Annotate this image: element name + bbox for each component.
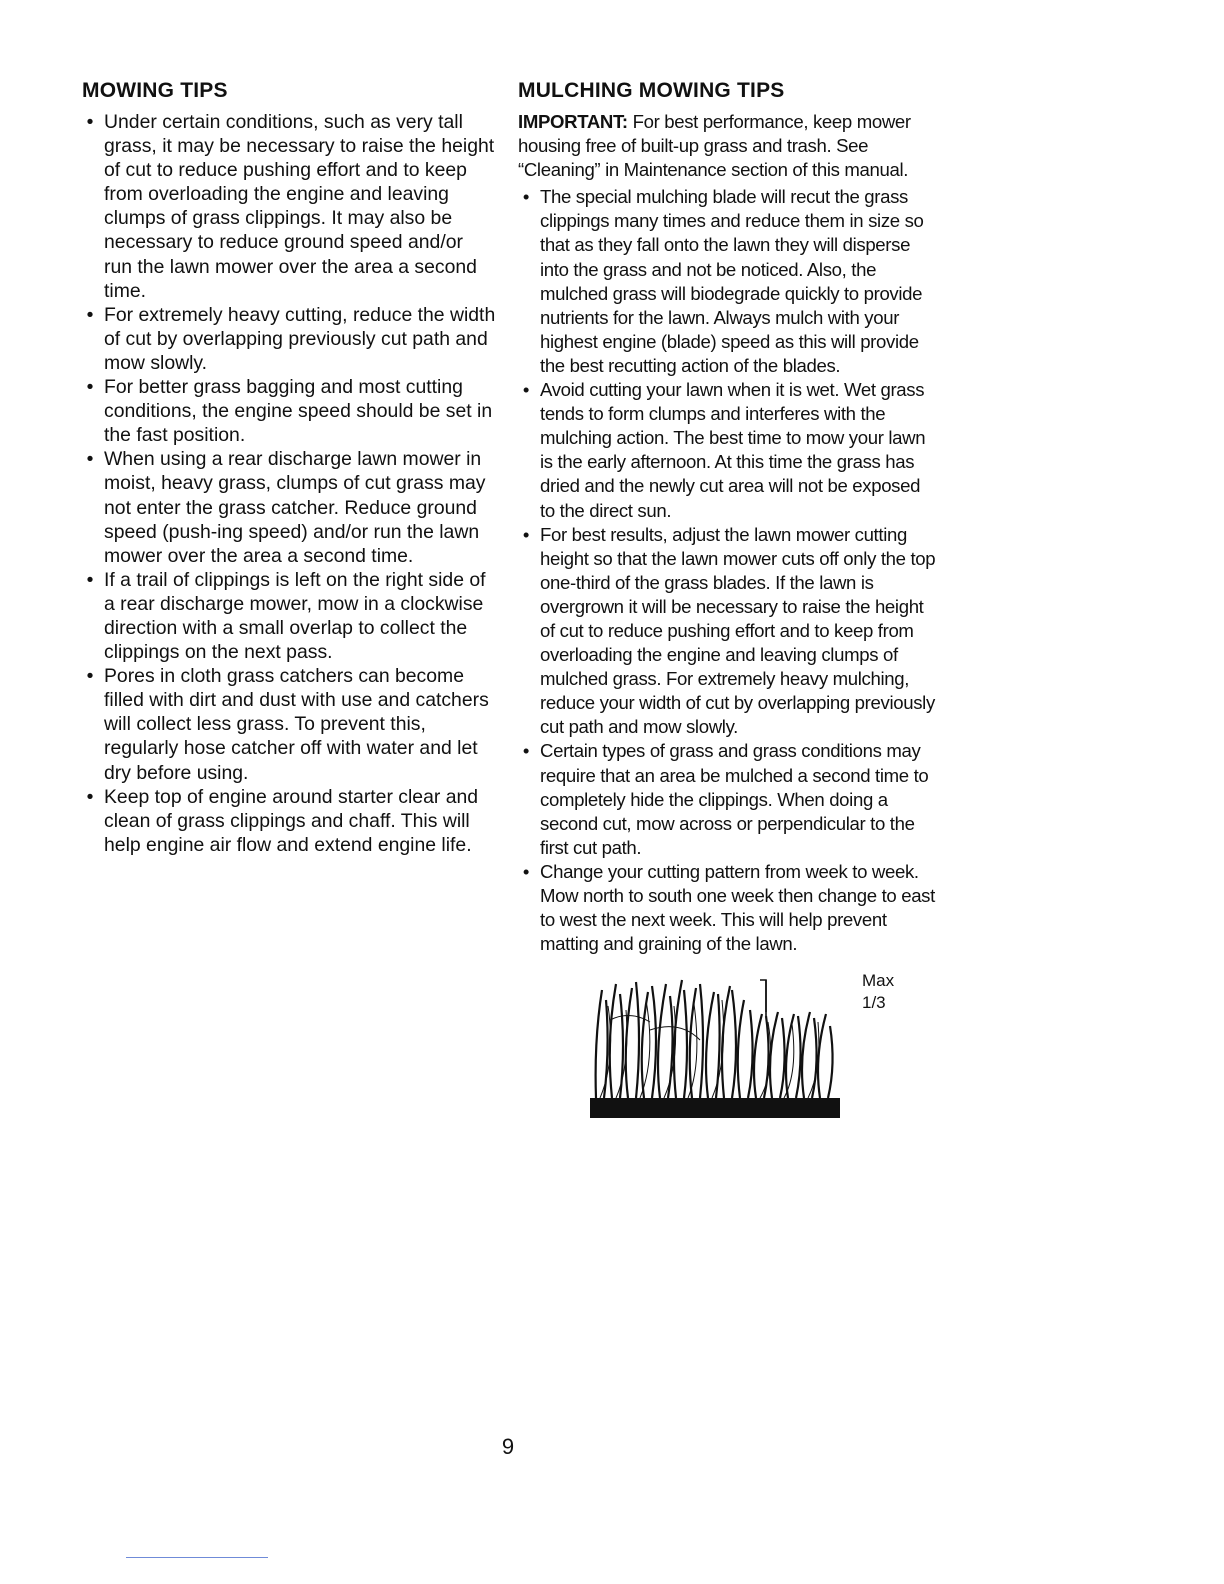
list-item: • The special mulching blade will recut the grass clippings many times and reduce them in size so that as they fall onto the lawn they will disperse into the grass and not be noticed. Also, the mulched grass will biodegrade quickly to provide nutrients for the lawn. Always mulch with your highest engine (blade) speed as this will provide the best recutting action of the blades. [518,185,938,378]
footer-divider [126,1557,268,1558]
important-label: IMPORTANT: [518,111,628,132]
bullet-icon: • [86,111,94,133]
list-item: • Change your cutting pattern from week to week. Mow north to south one week then change to east to west the next week. This will help prevent matting and graining of the lawn. [518,860,938,956]
page-number: 9 [501,1434,515,1459]
bullet-icon: • [86,376,94,399]
list-item: • If a trail of clippings is left on the right side of a rear discharge mower, mow in a clockwise direction with a small overlap to collect the clippings on the next pass. [82,568,496,664]
list-item: • For extremely heavy cutting, reduce the width of cut by overlapping previously cut path and mow slowly. [82,303,496,375]
bullet-icon: • [522,740,530,762]
bullet-icon: • [522,860,530,882]
list-item: • When using a rear discharge lawn mower in moist, heavy grass, clumps of cut grass may not enter the grass catcher. Reduce ground speed (push-ing speed) and/or run the lawn mower over the area a second time. [82,447,496,567]
list-item: • Keep top of engine around starter clear and clean of grass clippings and chaff. This will help engine air flow and extend engine life. [82,785,496,857]
mowing-tips-column [82,76,496,857]
bullet-icon: • [522,523,530,545]
important-note [518,110,938,182]
mulching-tips-column [518,76,938,1120]
list-item: • For best results, adjust the lawn mower cutting height so that the lawn mower cuts off only the top one-third of the grass blades. If the lawn is overgrown it will be necessary to raise the height of cut to reduce pushing effort and to keep from overloading the engine and leaving clumps of mulched grass. For extremely heavy mulching, reduce your width of cut by overlapping previously cut path and mow slowly. [518,523,938,740]
max-one-third-label: Max 1/3 [862,971,895,1013]
grass-cut-illustration [590,970,910,1120]
bullet-icon: • [522,186,530,208]
bullet-icon: • [86,785,94,808]
important-text: For best performance, keep mower housing free of built-up grass and trash. See “Cleaning” in Maintenance section of this manual. [518,111,911,181]
list-item: • Pores in cloth grass catchers can become filled with dirt and dust with use and catchers will collect less grass. To prevent this, regularly hose catcher off with water and let dry before using. [82,664,496,784]
bullet-icon: • [86,448,94,471]
mulching-tips-heading: MULCHING MOWING TIPS [518,79,785,102]
grass-icon [590,970,850,1120]
list-item: • Avoid cutting your lawn when it is wet. Wet grass tends to form clumps and interferes with the mulching action. The best time to mow your lawn is the early afternoon. At this time the grass has dried and the newly cut area will not be exposed to the direct sun. [518,378,938,523]
list-item: • For better grass bagging and most cutting conditions, the engine speed should be set in the fast position. [82,375,496,447]
mowing-tips-heading: MOWING TIPS [82,79,228,102]
bullet-icon: • [86,303,94,326]
bullet-icon: • [86,665,94,688]
list-item: • Under certain conditions, such as very tall grass, it may be necessary to raise the height of cut to reduce pushing effort and to keep from overloading the engine and leaving clumps of grass clippings. It may also be necessary to reduce ground speed and/or run the lawn mower over the area a second time. [82,110,496,303]
bullet-icon: • [522,379,530,401]
bullet-icon: • [86,568,94,591]
list-item: • Certain types of grass and grass conditions may require that an area be mulched a second time to completely hide the clippings. When doing a second cut, mow across or perpendicular to the first cut path. [518,739,938,859]
mowing-tips-list [82,110,496,857]
mulching-tips-list [518,185,938,956]
